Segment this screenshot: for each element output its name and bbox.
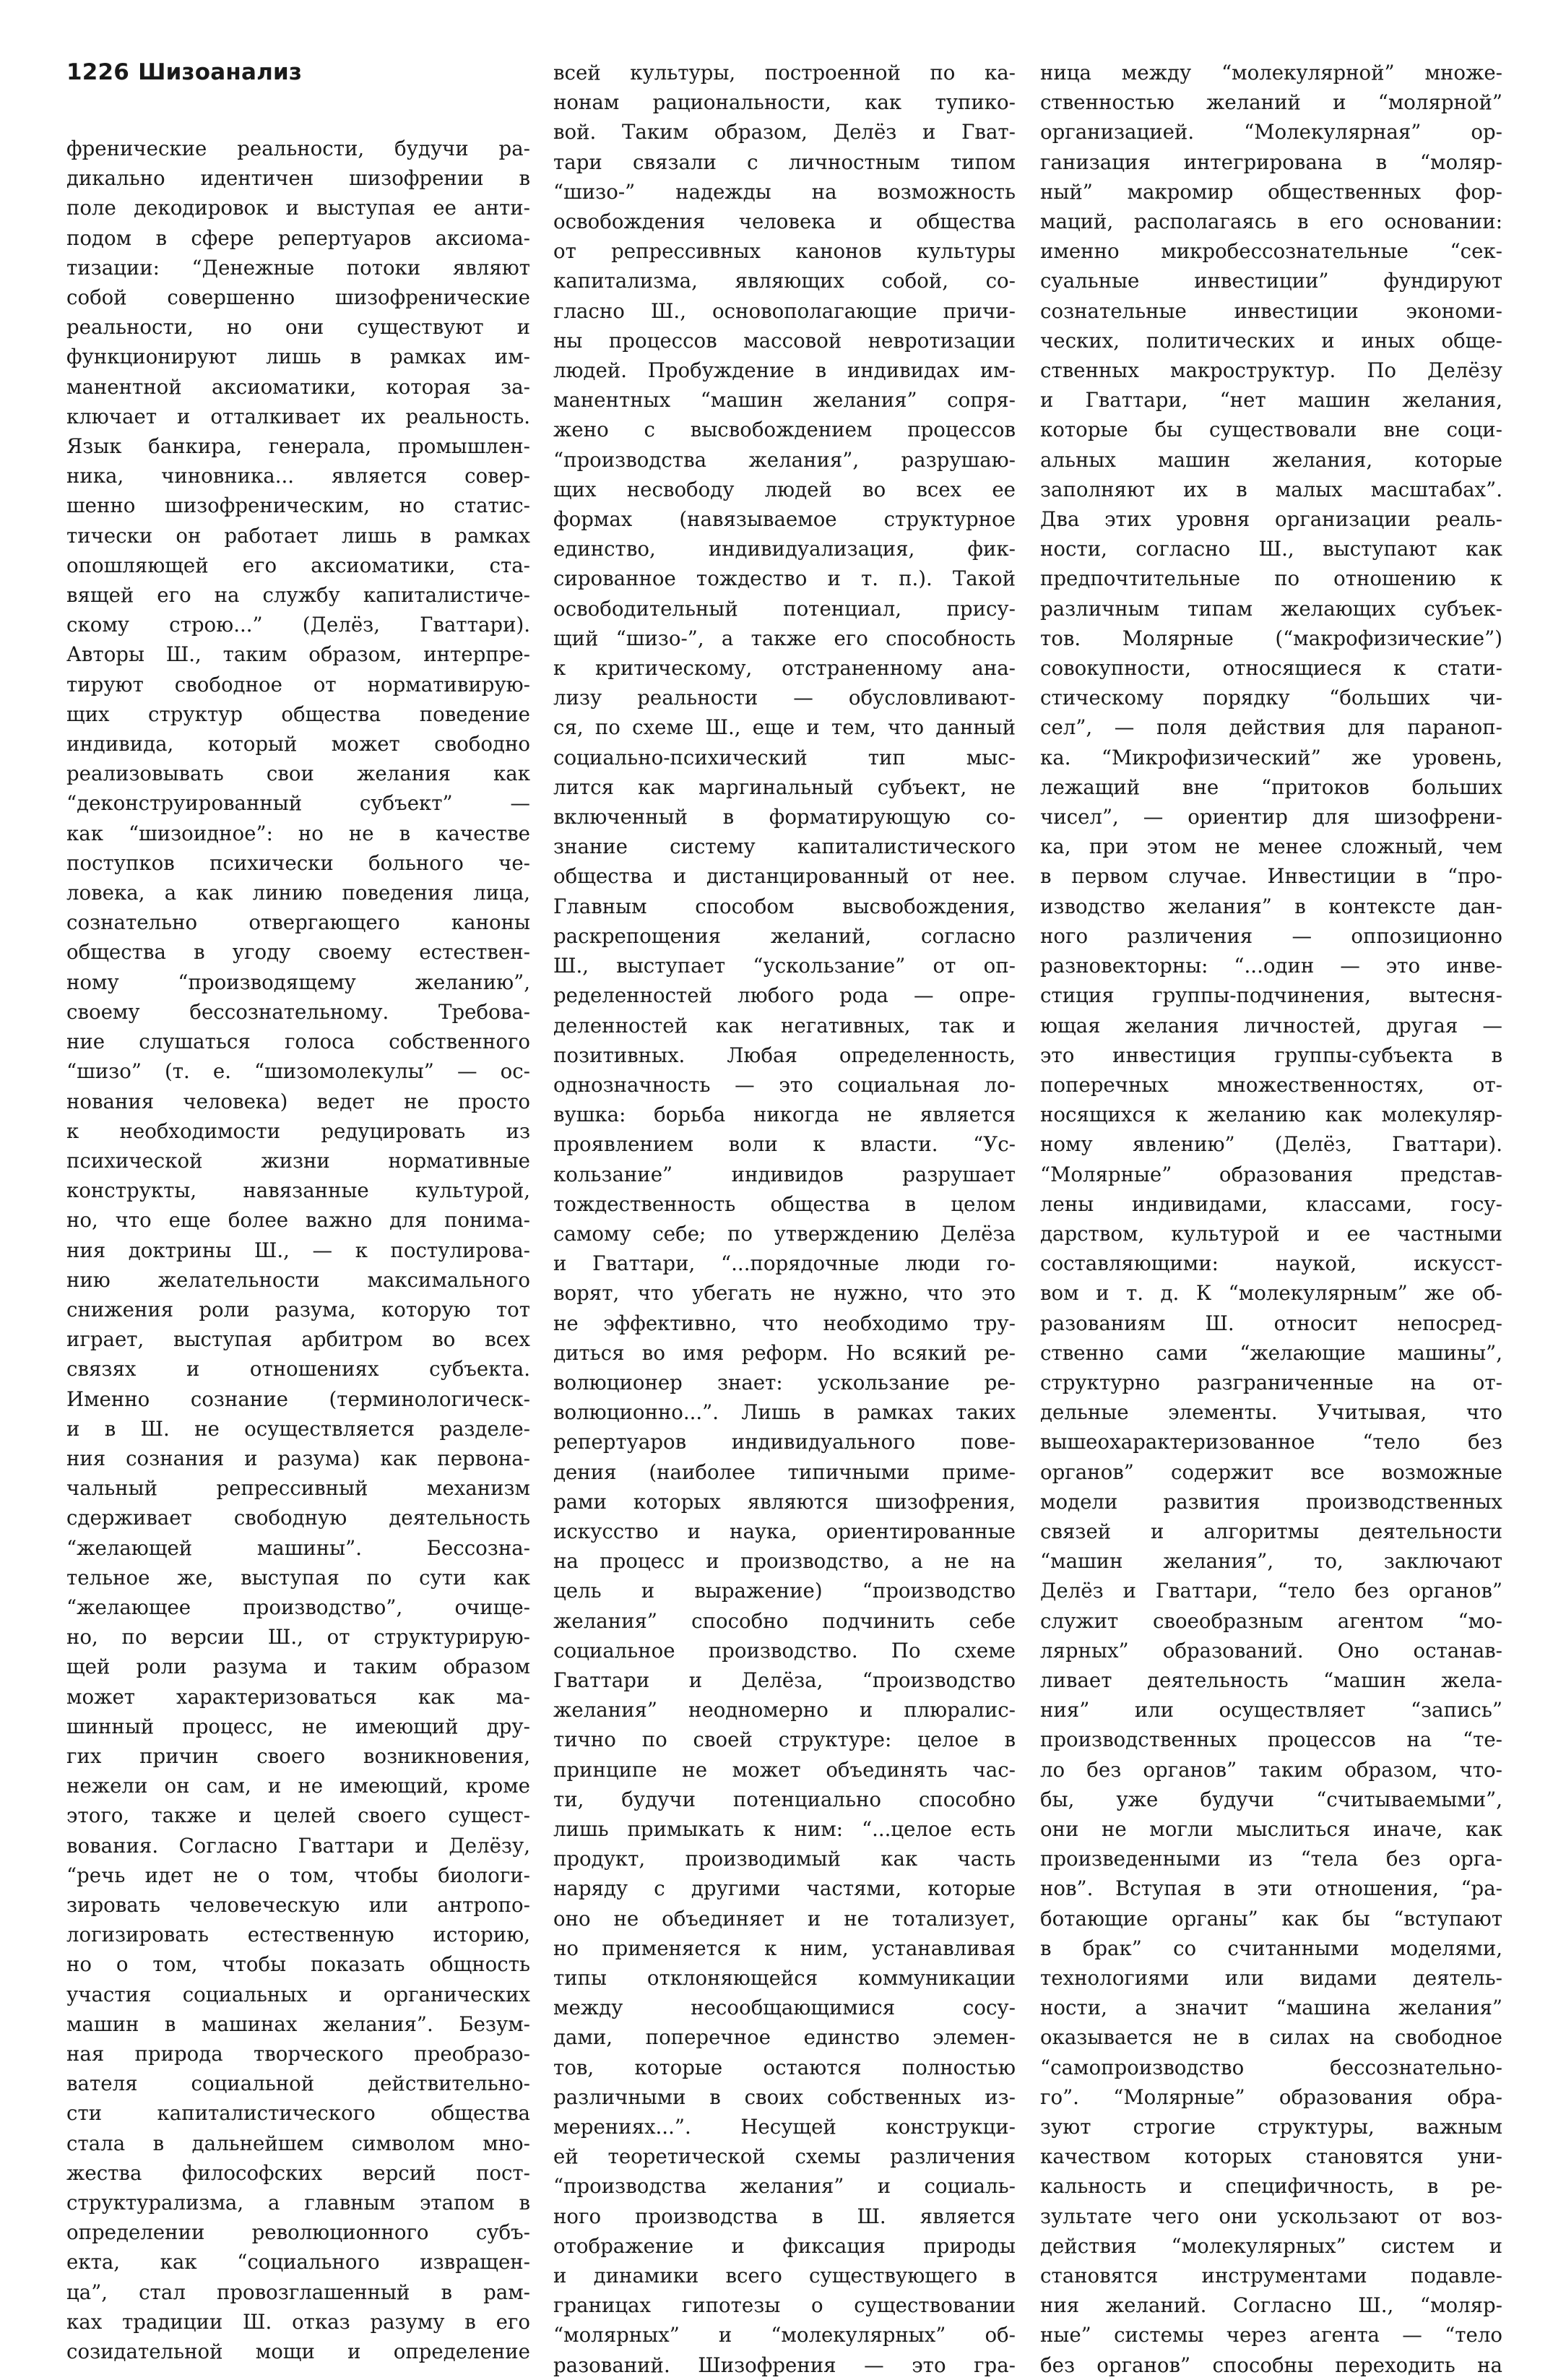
text-line: лярных” образований. Оно останав-	[1040, 1638, 1502, 1663]
text-line: рами которых являются шизофрения,	[553, 1489, 1016, 1514]
text-line: тично по своей структуре: целое в	[553, 1728, 1016, 1752]
text-line: нов”. Вступая в эти отношения, “ра-	[1040, 1876, 1502, 1901]
text-line: ния сознания и разума) как первона-	[66, 1446, 530, 1470]
text-line: “производства желания”, разрушаю-	[553, 447, 1016, 472]
text-line: щий “шизо-”, а также его способность	[553, 626, 1016, 650]
text-line: ница между “молекулярной” множе-	[1040, 61, 1502, 85]
text-line: стиция группы-подчинения, вытесня-	[1040, 983, 1502, 1008]
text-line: к критическому, отстраненному ана-	[553, 656, 1016, 681]
text-column-1	[66, 134, 530, 2366]
text-line: производственных процессов на “те-	[1040, 1728, 1502, 1752]
text-line: сознательно отвергающего каноны	[66, 910, 530, 935]
text-line: Авторы Ш., таким образом, интерпре-	[66, 642, 530, 667]
text-line: мерениях...”. Несущей конструкци-	[553, 2115, 1016, 2139]
text-line: ственно сами “желающие машины”,	[1040, 1340, 1502, 1365]
text-line: собой совершенно шизофренические	[66, 285, 530, 310]
text-line: связей и алгоритмы деятельности	[1040, 1519, 1502, 1543]
text-line: вателя социальной действительно-	[66, 2071, 530, 2096]
text-line: дикально идентичен шизофрении в	[66, 166, 530, 191]
text-line: ния” или осуществляет “запись”	[1040, 1698, 1502, 1723]
text-line: френические реальности, будучи ра-	[66, 137, 530, 160]
text-line: “шизо” (т. е. “шизомолекулы” — ос-	[66, 1059, 530, 1084]
text-line: между несообщающимися сосу-	[553, 1996, 1016, 2020]
text-line: кользание” индивидов разрушает	[553, 1162, 1016, 1186]
text-line: зуют строгие структуры, важным	[1040, 2115, 1502, 2139]
text-line: зультате чего они ускользают от воз-	[1040, 2204, 1502, 2228]
text-line: организацией. “Молекулярная” ор-	[1040, 120, 1502, 145]
text-line: как “шизоидное”: но не в качестве	[66, 821, 530, 845]
text-line: границах гипотезы о существовании	[553, 2293, 1016, 2318]
text-line: вом и т. д. К “молекулярным” же об-	[1040, 1281, 1502, 1306]
text-line: ного различения — оппозиционно	[1040, 923, 1502, 948]
text-line: ния доктрины Ш., — к постулирова-	[66, 1238, 530, 1262]
text-line: желания” способно подчинить себе	[553, 1608, 1016, 1633]
text-line: сти капиталистического общества	[66, 2101, 530, 2126]
text-line: наряду с другими частями, которые	[553, 1876, 1016, 1901]
text-line: но применяется к ним, устанавливая	[553, 1936, 1016, 1960]
text-line: связях и отношениях субъекта.	[66, 1357, 530, 1381]
text-line: поле декодировок и выступая ее анти-	[66, 196, 530, 220]
text-line: единство, индивидуализация, фик-	[553, 537, 1016, 561]
text-line: ный” макромир общественных фор-	[1040, 179, 1502, 204]
text-line: Два этих уровня организации реаль-	[1040, 507, 1502, 532]
text-line: технологиями или видами деятель-	[1040, 1966, 1502, 1990]
text-line: ливает деятельность “машин жела-	[1040, 1668, 1502, 1692]
text-line: предпочтительные по отношению к	[1040, 566, 1502, 591]
text-line: ловека, а как линию поведения лица,	[66, 881, 530, 905]
text-line: машин в машинах желания”. Безум-	[66, 2012, 530, 2036]
text-line: позитивных. Любая определенность,	[553, 1043, 1016, 1067]
text-line: волюционер знает: ускользание ре-	[553, 1370, 1016, 1394]
text-line: жено с высвобождением процессов	[553, 418, 1016, 442]
text-line: “молярных” и “молекулярных” об-	[553, 2323, 1016, 2347]
text-line: общества в угоду своему естествен-	[66, 940, 530, 965]
text-line: ся, по схеме Ш., еще и тем, что данный	[553, 715, 1016, 740]
text-line: скому строю...” (Делёз, Гваттари).	[66, 613, 530, 637]
text-line: чальный репрессивный механизм	[66, 1476, 530, 1501]
text-line: сдерживает свободную деятельность	[66, 1506, 530, 1530]
section-title: Шизоанализ	[138, 59, 303, 85]
text-line: ка, при этом не менее сложный, чем	[1040, 835, 1502, 859]
text-line: репертуаров индивидуального пове-	[553, 1430, 1016, 1454]
text-line: лизу реальности — обусловливают-	[553, 686, 1016, 710]
text-line: вящей его на службу капиталистиче-	[66, 583, 530, 608]
text-line: разований. Шизофрения — это гра-	[553, 2353, 1016, 2377]
text-line: диться во имя реформ. Но всякий ре-	[553, 1340, 1016, 1365]
text-line: зировать человеческую или антропо-	[66, 1892, 530, 1917]
text-line: ределенностей любого рода — опре-	[553, 983, 1016, 1008]
text-line: сел”, — поля действия для параноп-	[1040, 715, 1502, 740]
text-line: участия социальных и органических	[66, 1982, 530, 2006]
text-line: деленностей как негативных, так и	[553, 1013, 1016, 1038]
text-line: ности, а значит “машина желания”	[1040, 1996, 1502, 2020]
text-line: носящихся к желанию как молекуляр-	[1040, 1103, 1502, 1127]
text-line: ческих, политических и иных обще-	[1040, 328, 1502, 353]
text-line: заполняют их в малых масштабах”.	[1040, 477, 1502, 501]
text-line: альных машин желания, которые	[1040, 447, 1502, 472]
text-line: изводство желания” в контексте дан-	[1040, 894, 1502, 918]
text-column-3	[1040, 58, 1502, 2380]
text-line: тизации: “Денежные потоки являют	[66, 255, 530, 280]
text-line: отображение и фиксация природы	[553, 2233, 1016, 2258]
text-line: сознательные инвестиции экономи-	[1040, 298, 1502, 323]
text-line: “желающей машины”. Бессозна-	[66, 1535, 530, 1560]
text-line: ны процессов массовой невротизации	[553, 328, 1016, 353]
text-column-2	[553, 58, 1016, 2380]
text-line: служит своеобразным агентом “мо-	[1040, 1608, 1502, 1633]
text-line: но, что еще более важно для понима-	[66, 1208, 530, 1233]
text-line: тически он работает лишь в рамках	[66, 523, 530, 548]
text-line: реализовывать свои желания как	[66, 762, 530, 786]
text-line: сированное тождество и т. п.). Такой	[553, 566, 1016, 591]
text-line: ственностью желаний и “молярной”	[1040, 90, 1502, 115]
text-line: различным типам желающих субъек-	[1040, 596, 1502, 621]
text-line: но, по версии Ш., от структурирую-	[66, 1625, 530, 1650]
text-line: лены индивидами, классами, госу-	[1040, 1191, 1502, 1216]
text-line: раскрепощения желаний, согласно	[553, 923, 1016, 948]
text-line: тождественность общества в целом	[553, 1191, 1016, 1216]
text-line: структурно разграниченные на от-	[1040, 1370, 1502, 1394]
text-line: играет, выступая арбитром во всех	[66, 1327, 530, 1352]
text-line: однозначность — это социальная ло-	[553, 1072, 1016, 1097]
text-line: освобождения человека и общества	[553, 210, 1016, 234]
text-line: ка. “Микрофизический” же уровень,	[1040, 745, 1502, 769]
text-line: маций, располагаясь в его основании:	[1040, 210, 1502, 234]
text-line: Главным способом высвобождения,	[553, 894, 1016, 918]
text-line: определении революционного субъ-	[66, 2220, 530, 2245]
text-line: стала в дальнейшем символом мно-	[66, 2131, 530, 2155]
text-line: ках традиции Ш. отказ разуму в его	[66, 2309, 530, 2334]
text-line: ного производства в Ш. является	[553, 2204, 1016, 2228]
text-line: становятся инструментами подавле-	[1040, 2264, 1502, 2288]
text-line: ганизация интегрирована в “моляр-	[1040, 150, 1502, 174]
text-line: волюционно...”. Лишь в рамках таких	[553, 1400, 1016, 1425]
text-line: ло без органов” таким образом, что-	[1040, 1757, 1502, 1782]
text-line: гласно Ш., основополагающие причи-	[553, 298, 1016, 323]
text-line: цель и выражение) “производство	[553, 1579, 1016, 1603]
text-line: опошляющей его аксиоматики, ста-	[66, 553, 530, 577]
text-line: ворят, что убегать не нужно, что это	[553, 1281, 1016, 1306]
text-line: логизировать естественную историю,	[66, 1923, 530, 1947]
text-line: принципе не может объединять час-	[553, 1757, 1016, 1782]
text-line: нежели он сам, и не имеющий, кроме	[66, 1774, 530, 1798]
text-line: в брак” со считанными моделями,	[1040, 1936, 1502, 1960]
text-line: социальное производство. По схеме	[553, 1638, 1016, 1663]
text-line: вования. Согласно Гваттари и Делёзу,	[66, 1833, 530, 1858]
text-line: желания” неодномерно и плюралис-	[553, 1698, 1016, 1723]
text-line: они не могли мыслиться иначе, как	[1040, 1816, 1502, 1841]
text-line: “производства желания” и социаль-	[553, 2174, 1016, 2199]
text-line: не эффективно, что необходимо тру-	[553, 1311, 1016, 1335]
text-line: лишь примыкать к ним: “...целое есть	[553, 1816, 1016, 1841]
text-line: “Молярные” образования представ-	[1040, 1162, 1502, 1186]
text-line: своему бессознательному. Требова-	[66, 999, 530, 1024]
text-line: поперечных множественностях, от-	[1040, 1072, 1502, 1097]
text-line: ти, будучи потенциально способно	[553, 1787, 1016, 1811]
text-line: психической жизни нормативные	[66, 1148, 530, 1173]
text-line: типы отклоняющейся коммуникации	[553, 1966, 1016, 1990]
text-line: тируют свободное от нормативирую-	[66, 672, 530, 697]
text-line: и в Ш. не осуществляется разделе-	[66, 1416, 530, 1441]
text-line: созидательной мощи и определение	[66, 2340, 530, 2364]
text-line: щих несвободу людей во всех ее	[553, 477, 1016, 501]
text-line: тов, которые остаются полностью	[553, 2055, 1016, 2079]
text-line: тари связали с личностным типом	[553, 150, 1016, 174]
text-line: продукт, производимый как часть	[553, 1847, 1016, 1871]
text-line: ственных макроструктур. По Делёзу	[1040, 358, 1502, 383]
text-line: этого, также и целей своего сущест-	[66, 1803, 530, 1828]
text-line: ные” системы через агента — “тело	[1040, 2323, 1502, 2347]
text-line: действия “молекулярных” систем и	[1040, 2233, 1502, 2258]
text-line: от репрессивных канонов культуры	[553, 239, 1016, 264]
text-line: самому себе; по утверждению Делёза	[553, 1221, 1016, 1246]
text-line: и Гваттари, “...порядочные люди го-	[553, 1251, 1016, 1276]
text-line: ная природа творческого преобразо-	[66, 2042, 530, 2066]
text-line: нию желательности максимального	[66, 1267, 530, 1292]
text-line: ключает и отталкивает их реальность.	[66, 404, 530, 428]
text-line: снижения роли разума, которую тот	[66, 1297, 530, 1321]
text-line: социально-психический тип мыс-	[553, 745, 1016, 769]
text-line: на процесс и производство, а не на	[553, 1549, 1016, 1574]
text-line: дельные элементы. Учитывая, что	[1040, 1400, 1502, 1425]
text-line: Язык банкира, генерала, промышлен-	[66, 434, 530, 459]
text-line: искусство и наука, ориентированные	[553, 1519, 1016, 1543]
text-line: Ш., выступает “ускользание” от оп-	[553, 954, 1016, 978]
text-line: дарством, культурой и ее частными	[1040, 1221, 1502, 1246]
text-line: бы, уже будучи “считываемыми”,	[1040, 1787, 1502, 1811]
text-line: людей. Пробуждение в индивидах им-	[553, 358, 1016, 383]
text-line: конструкты, навязанные культурой,	[66, 1178, 530, 1203]
text-line: тельное же, выступая по сути как	[66, 1565, 530, 1590]
text-line: ному “производящему желанию”,	[66, 970, 530, 994]
text-line: общества и дистанцированный от нее.	[553, 864, 1016, 889]
text-line: различными в своих собственных из-	[553, 2084, 1016, 2109]
text-line: структурализма, а главным этапом в	[66, 2191, 530, 2215]
text-line: оказывается не в силах на свободное	[1040, 2025, 1502, 2050]
text-line: ботающие органы” как бы “вступают	[1040, 1906, 1502, 1931]
text-line: может характеризоваться как ма-	[66, 1684, 530, 1709]
text-line: “речь идет не о том, чтобы биологи-	[66, 1863, 530, 1887]
text-line: формах (навязываемое структурное	[553, 507, 1016, 532]
text-line: ному явлению” (Делёз, Гваттари).	[1040, 1132, 1502, 1157]
text-line: органов” содержит все возможные	[1040, 1460, 1502, 1484]
text-line: суальные инвестиции” фундируют	[1040, 269, 1502, 293]
text-line: ника, чиновника... является совер-	[66, 464, 530, 488]
text-line: модели развития производственных	[1040, 1489, 1502, 1514]
text-line: поступков психически больного че-	[66, 850, 530, 875]
text-line: стическому порядку “больших чи-	[1040, 686, 1502, 710]
text-line: ности, согласно Ш., выступают как	[1040, 537, 1502, 561]
text-line: освободительный потенциал, прису-	[553, 596, 1016, 621]
text-line: функционируют лишь в рамках им-	[66, 345, 530, 369]
text-line: “машин желания”, то, заключают	[1040, 1549, 1502, 1574]
text-line: гих причин своего возникновения,	[66, 1743, 530, 1768]
text-line: оно не объединяет и не тотализует,	[553, 1906, 1016, 1931]
text-line: “самопроизводство бессознательно-	[1040, 2055, 1502, 2079]
text-line: ния желаний. Согласно Ш., “моляр-	[1040, 2293, 1502, 2318]
text-line: ющая желания личностей, другая —	[1040, 1013, 1502, 1038]
text-line: к необходимости редуцировать из	[66, 1118, 530, 1143]
text-line: вой. Таким образом, Делёз и Гват-	[553, 120, 1016, 145]
text-line: и динамики всего существующего в	[553, 2264, 1016, 2288]
text-line: екта, как “социального извращен-	[66, 2250, 530, 2275]
text-line: это инвестиция группы-субъекта в	[1040, 1043, 1502, 1067]
text-line: произведенными из “тела без орга-	[1040, 1847, 1502, 1871]
text-line: Делёз и Гваттари, “тело без органов”	[1040, 1579, 1502, 1603]
text-line: подом в сфере репертуаров аксиома-	[66, 225, 530, 250]
text-line: лится как маргинальный субъект, не	[553, 775, 1016, 799]
text-line: “шизо-” надежды на возможность	[553, 179, 1016, 204]
text-line: шинный процесс, не имеющий дру-	[66, 1714, 530, 1738]
text-line: шенно шизофреническим, но статис-	[66, 493, 530, 518]
text-line: вушка: борьба никогда не является	[553, 1103, 1016, 1127]
text-line: вышеохарактеризованное “тело без	[1040, 1430, 1502, 1454]
text-line: Именно сознание (терминологическ-	[66, 1387, 530, 1411]
text-line: качеством которых становятся уни-	[1040, 2144, 1502, 2169]
text-line: именно микробессознательные “сек-	[1040, 239, 1502, 264]
text-line: го”. “Молярные” образования обра-	[1040, 2084, 1502, 2109]
text-line: разованиям Ш. относит непосред-	[1040, 1311, 1502, 1335]
text-line: капитализма, являющих собой, со-	[553, 269, 1016, 293]
text-line: лежащий вне “притоков больших	[1040, 775, 1502, 799]
text-line: знание систему капиталистического	[553, 835, 1016, 859]
text-line: разновекторны: “...один — это инве-	[1040, 954, 1502, 978]
text-line: ей теоретической схемы различения	[553, 2144, 1016, 2169]
text-line: щей роли разума и таким образом	[66, 1655, 530, 1679]
text-line: но о том, чтобы показать общность	[66, 1952, 530, 1977]
text-line: жества философских версий пост-	[66, 2160, 530, 2185]
text-line: чисел”, — ориентир для шизофрени-	[1040, 805, 1502, 829]
text-line: индивида, который может свободно	[66, 732, 530, 756]
text-line: Гваттари и Делёза, “производство	[553, 1668, 1016, 1692]
text-line: манентных “машин желания” сопря-	[553, 388, 1016, 413]
text-line: совокупности, относящиеся к стати-	[1040, 656, 1502, 681]
text-line: без органов” способны переходить на	[1040, 2353, 1502, 2377]
text-line: и Гваттари, “нет машин желания,	[1040, 388, 1502, 413]
text-line: “деконструированный субъект” —	[66, 791, 530, 816]
text-line: нонам рациональности, как тупико-	[553, 90, 1016, 115]
text-line: включенный в форматирующую со-	[553, 805, 1016, 829]
text-line: ца”, стал провозглашенный в рам-	[66, 2280, 530, 2304]
text-line: щих структур общества поведение	[66, 702, 530, 726]
text-line: манентной аксиоматики, которая за-	[66, 374, 530, 399]
page-number: 1226	[66, 59, 130, 85]
text-line: кальность и специфичность, в ре-	[1040, 2174, 1502, 2199]
text-line: тов. Молярные (“макрофизические”)	[1040, 626, 1502, 650]
text-line: всей культуры, построенной по ка-	[553, 61, 1016, 85]
text-line: дами, поперечное единство элемен-	[553, 2025, 1016, 2050]
text-line: нования человека) ведет не просто	[66, 1089, 530, 1113]
text-line: составляющими: наукой, искусст-	[1040, 1251, 1502, 1276]
text-line: проявлением воли к власти. “Ус-	[553, 1132, 1016, 1157]
text-line: реальности, но они существуют и	[66, 315, 530, 340]
text-line: в первом случае. Инвестиции в “про-	[1040, 864, 1502, 889]
text-line: которые бы существовали вне соци-	[1040, 418, 1502, 442]
text-line: дения (наиболее типичными приме-	[553, 1460, 1016, 1484]
text-line: “желающее производство”, очище-	[66, 1595, 530, 1619]
running-head	[66, 59, 302, 85]
text-line: ние слушаться голоса собственного	[66, 1030, 530, 1054]
